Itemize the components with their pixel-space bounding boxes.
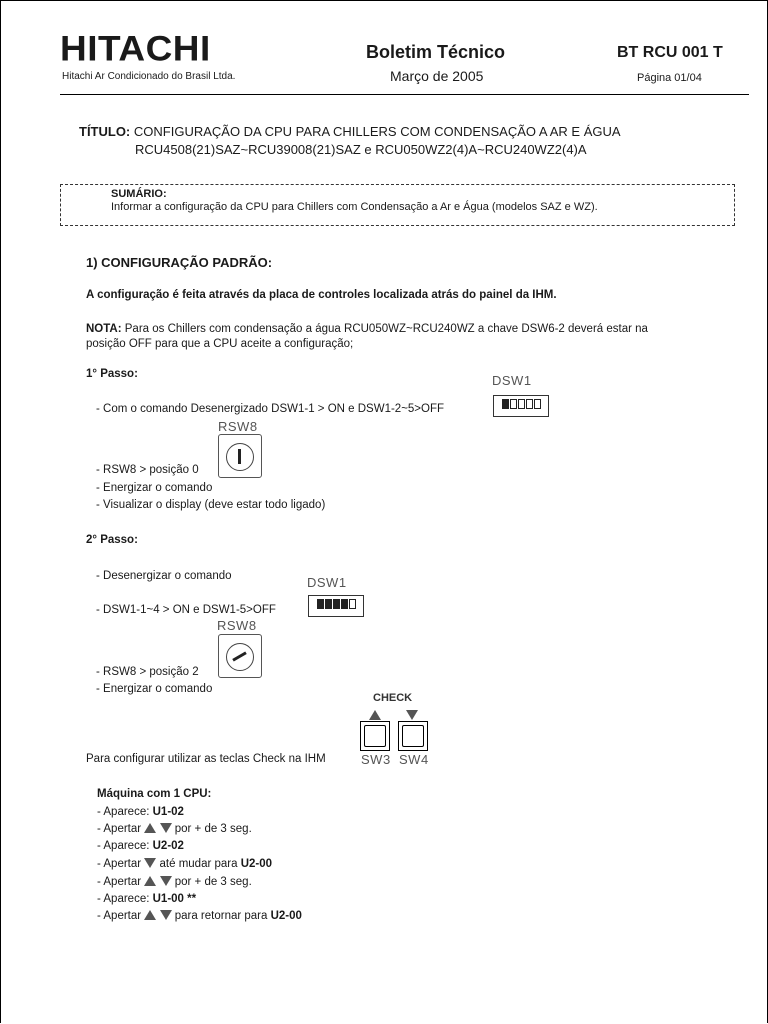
title-text-1: CONFIGURAÇÃO DA CPU PARA CHILLERS COM CONDENSAÇÃO A AR E ÁGUA xyxy=(133,124,621,139)
rotary-dial xyxy=(226,643,254,671)
dsw-switch-5 xyxy=(349,599,356,609)
dsw-switch-1 xyxy=(317,599,324,609)
summary-label: SUMÁRIO: xyxy=(111,188,167,200)
line-suffix: para retornar para xyxy=(174,910,271,922)
step2-item-3: - RSW8 > posição 2 xyxy=(96,666,199,678)
rotary-dial xyxy=(226,443,254,471)
header-rule xyxy=(60,94,749,95)
dsw-switch-3 xyxy=(333,599,340,609)
up-arrow-icon xyxy=(369,708,381,722)
dsw-switch-2 xyxy=(325,599,332,609)
sw4-key xyxy=(398,721,428,751)
machine1-line-2 xyxy=(97,823,252,835)
line-suffix: até mudar para xyxy=(159,858,241,870)
note-label: NOTA: xyxy=(86,323,122,335)
down-arrow-icon xyxy=(160,876,172,886)
rsw8-dial-a xyxy=(218,434,262,478)
line-prefix: - Apertar xyxy=(97,910,142,922)
sw3-label: SW3 xyxy=(361,752,391,767)
down-arrow-icon xyxy=(144,858,156,868)
dsw-switch-3 xyxy=(518,399,525,409)
dsw1-label-b: DSW1 xyxy=(307,575,347,590)
dsw1-switch-b xyxy=(308,595,364,617)
title-line-2: RCU4508(21)SAZ~RCU39008(21)SAZ e RCU050WZ2(4)A~RCU240WZ2(4)A xyxy=(135,142,587,157)
line-prefix: - Apertar xyxy=(97,876,142,888)
step2-item-2: - DSW1-1~4 > ON e DSW1-5>OFF xyxy=(96,604,276,616)
step1-item-1: - Com o comando Desenergizado DSW1-1 > ON e DSW1-2~5>OFF xyxy=(96,403,445,415)
doc-date: Março de 2005 xyxy=(390,68,484,84)
line-suffix: por + de 3 seg. xyxy=(174,823,252,835)
step1-item-2: - RSW8 > posição 0 xyxy=(96,464,199,476)
machine1-line-6 xyxy=(97,893,196,905)
down-arrow-icon xyxy=(406,708,418,722)
display-code: U1-02 xyxy=(152,806,184,818)
rsw8-label-a: RSW8 xyxy=(218,419,258,434)
line-prefix: - Aparece: xyxy=(97,806,153,818)
summary-text: Informar a configuração da CPU para Chillers com Condensação a Ar e Água (modelos SAZ e WZ). xyxy=(111,201,598,213)
note-text-1: Para os Chillers com condensação a água RCU050WZ~RCU240WZ a chave DSW6-2 deverá estar na xyxy=(121,323,648,335)
up-arrow-icon xyxy=(144,876,156,886)
step2-title: 2° Passo: xyxy=(86,534,138,546)
title-label: TÍTULO: xyxy=(79,124,131,139)
dsw-switch-2 xyxy=(510,399,517,409)
machine1-line-3 xyxy=(97,840,184,852)
step1-item-3: - Energizar o comando xyxy=(96,482,213,494)
rsw8-label-b: RSW8 xyxy=(217,618,257,633)
display-code: U2-00 xyxy=(240,858,273,870)
line-prefix: - Apertar xyxy=(97,823,142,835)
note-line-1 xyxy=(86,323,648,335)
dsw-switch-1 xyxy=(502,399,509,409)
up-arrow-icon xyxy=(144,910,156,920)
dsw-switch-4 xyxy=(341,599,348,609)
section-heading: 1) CONFIGURAÇÃO PADRÃO: xyxy=(86,255,273,270)
dial-pointer xyxy=(238,449,241,464)
sw4-label: SW4 xyxy=(399,752,429,767)
doc-type: Boletim Técnico xyxy=(366,42,506,62)
step1-item-4: - Visualizar o display (deve estar todo ligado) xyxy=(96,499,326,511)
note-line-2: posição OFF para que a CPU aceite a configuração; xyxy=(86,338,354,350)
dsw-switch-4 xyxy=(526,399,533,409)
rsw8-dial-b xyxy=(218,634,262,678)
line-prefix: - Apertar xyxy=(97,858,142,870)
step2-item-1: - Desenergizar o comando xyxy=(96,570,232,582)
doc-code: BT RCU 001 T xyxy=(617,44,723,61)
page-number: Página 01/04 xyxy=(637,72,702,84)
down-arrow-icon xyxy=(160,910,172,920)
line-prefix: - Aparece: xyxy=(97,840,153,852)
title-line-1 xyxy=(79,124,621,139)
dsw1-switch-a xyxy=(493,395,549,417)
hitachi-logo: HITACHI xyxy=(60,29,211,68)
check-instruction: Para configurar utilizar as teclas Check na IHM xyxy=(86,753,326,765)
step2-item-4: - Energizar o comando xyxy=(96,683,213,695)
check-label: CHECK xyxy=(373,692,413,704)
display-code: U2-02 xyxy=(152,840,184,852)
dsw1-label-a: DSW1 xyxy=(492,373,532,388)
machine1-line-5 xyxy=(97,876,252,888)
line-prefix: - Aparece: xyxy=(97,893,153,905)
company-name: Hitachi Ar Condicionado do Brasil Ltda. xyxy=(62,71,236,82)
machine1-title: Máquina com 1 CPU: xyxy=(97,788,212,800)
up-arrow-icon xyxy=(144,823,156,833)
dsw-switch-5 xyxy=(534,399,541,409)
machine1-line-7 xyxy=(97,910,302,922)
display-code: U2-00 xyxy=(270,910,302,922)
line-suffix: por + de 3 seg. xyxy=(174,876,252,888)
machine1-line-1 xyxy=(97,806,184,818)
down-arrow-icon xyxy=(160,823,172,833)
dial-pointer xyxy=(232,651,246,661)
section-intro: A configuração é feita através da placa de controles localizada atrás do painel da IHM. xyxy=(86,289,557,301)
sw3-key xyxy=(360,721,390,751)
display-code: U1-00 ** xyxy=(152,893,197,905)
machine1-line-4 xyxy=(97,858,272,870)
step1-title: 1° Passo: xyxy=(86,368,138,380)
